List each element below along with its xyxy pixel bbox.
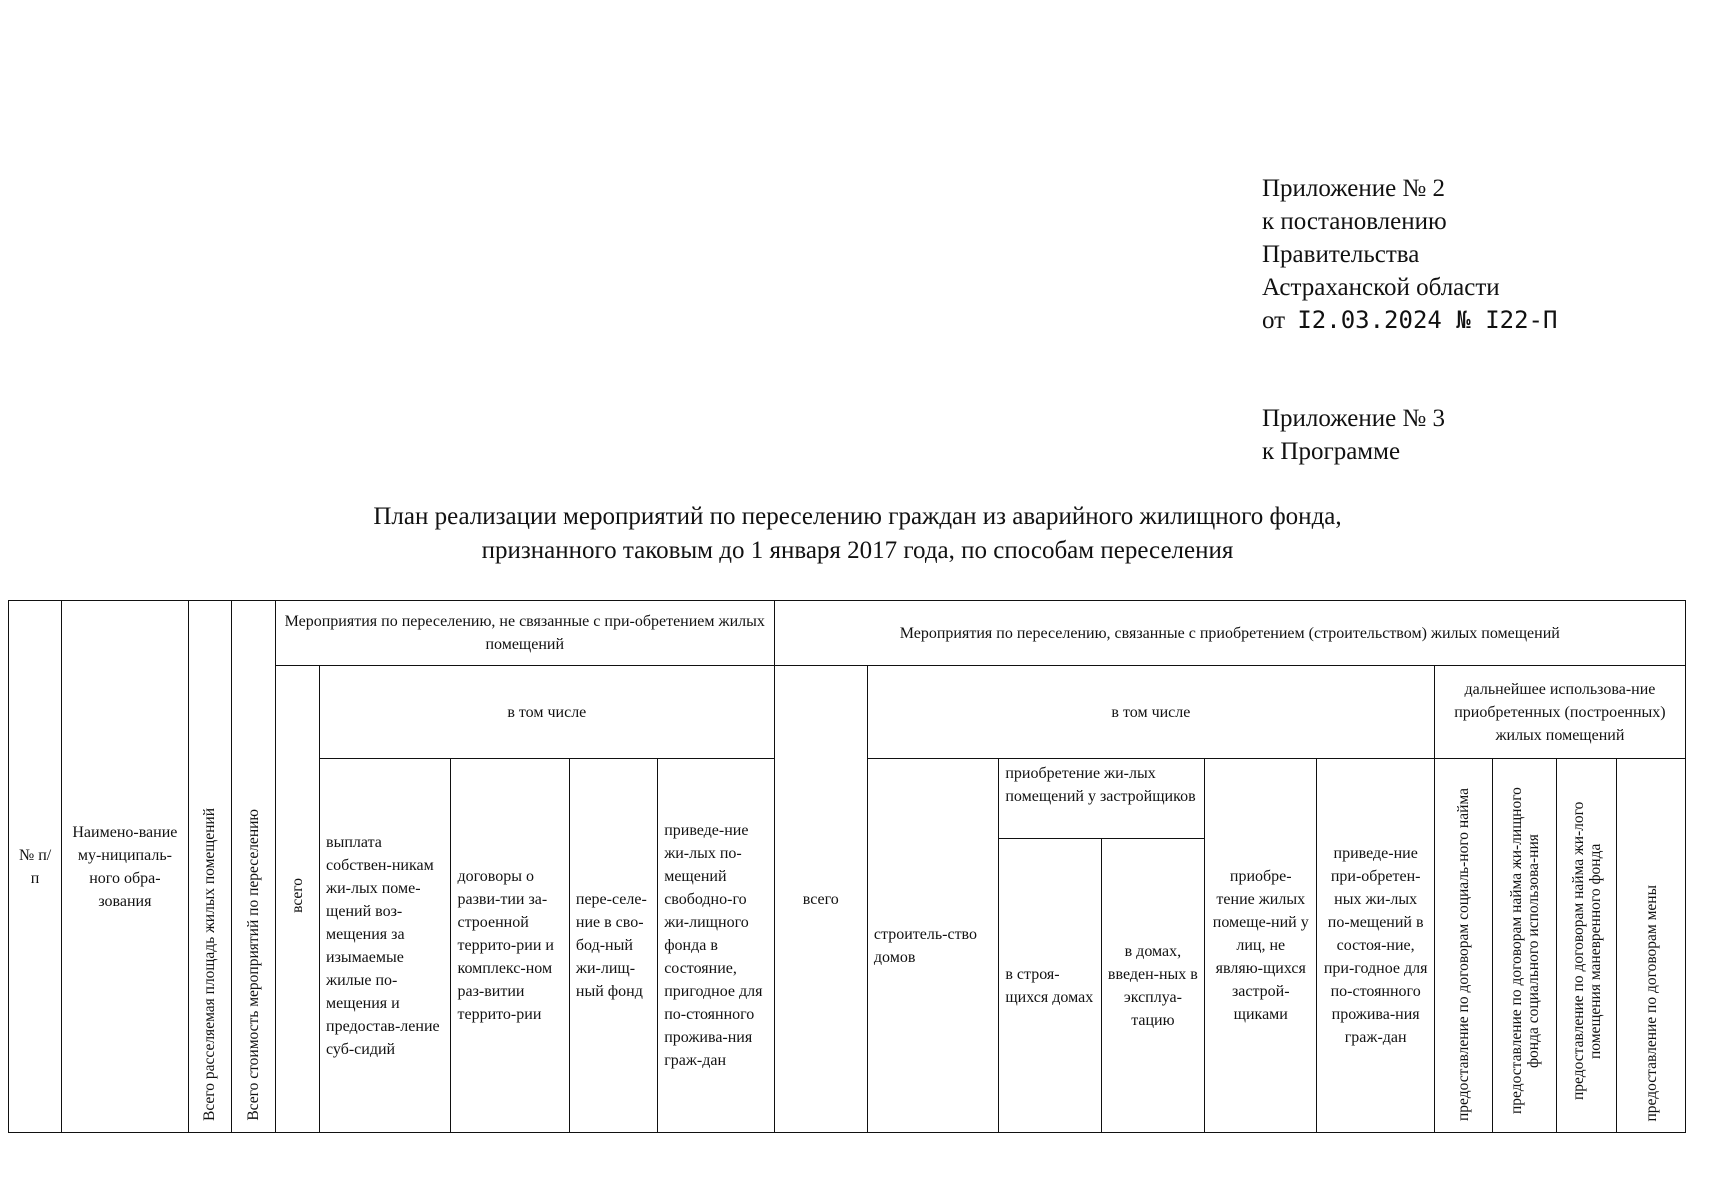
col-header-social-use-lease: предоставление по договорам найма жи-лищного фонда социального использова-ния [1493, 759, 1557, 1133]
col-header-from-developers: приобретение жи-лых помещений у застройщиков [999, 759, 1205, 839]
col-header-social-lease: предоставление по договорам социаль-ного найма [1434, 759, 1492, 1133]
group-header-acquisition: Мероприятия по переселению, связанные с приобретением (строительством) жилых помещений [774, 601, 1685, 666]
col-header-bringing-free-fund: приведе-ние жи-лых по-мещений свободно-го жи-лищного фонда в состояние, пригодное для по-стоянного прожива-ния граж-дан [658, 759, 774, 1133]
col-header-total-area: Всего расселяемая площадь жилых помещений [188, 601, 231, 1133]
col-header-acq-total: всего [774, 666, 867, 1133]
subheader-further-use: дальнейшее использова-ние приобретенных (построенных) жилых помещений [1434, 666, 1685, 759]
subheader-non-acq-including: в том числе [320, 666, 775, 759]
annex-3-block [1262, 402, 1445, 468]
col-header-bringing-acquired: приведе-ние при-обретен-ных жи-лых по-мещений в состоя-ние, при-годное для по-стоянного прожива-ния граж-дан [1317, 759, 1434, 1133]
col-header-payment-owners: выплата собствен-никам жи-лых поме-щений воз-мещения за изымаемые жилые по-мещения и предостав-ление суб-сидий [320, 759, 451, 1133]
col-header-house-construction: строитель-ство домов [867, 759, 998, 1133]
annex-2-date-line [1262, 304, 1557, 337]
document-title [0, 500, 1715, 568]
col-header-from-non-developers: приобре-тение жилых помеще-ний у лиц, не являю-щихся застрой-щиками [1205, 759, 1317, 1133]
date-prefix: от [1262, 307, 1286, 334]
annex-2-line: к постановлению [1262, 208, 1447, 235]
col-header-non-acq-total: всего [275, 666, 319, 1133]
decree-number: I2.03.2024 № I22-П [1297, 306, 1558, 334]
group-header-non-acquisition: Мероприятия по переселению, не связанные с при-обретением жилых помещений [275, 601, 774, 666]
document-title-line: План реализации мероприятий по переселению граждан из аварийного жилищного фонда, [373, 503, 1342, 530]
col-header-total-cost: Всего стоимость мероприятий по переселению [231, 601, 275, 1133]
col-header-free-fund-resettlement: пере-селе-ние в сво-бод-ный жи-лищ-ный фонд [569, 759, 657, 1133]
annex-3-title: Приложение № 3 [1262, 405, 1446, 432]
annex-2-block [1262, 172, 1557, 337]
col-header-maneuver-fund-lease: предоставление по договорам найма жи-лого помещения маневренного фонда [1557, 759, 1617, 1133]
col-header-municipality: Наимено-вание му-ниципаль-ного обра-зования [62, 601, 188, 1133]
subheader-acq-including: в том числе [867, 666, 1434, 759]
annex-2-line: Астраханской области [1262, 274, 1500, 301]
resettlement-plan-table [8, 600, 1686, 1133]
col-header-number: № п/п [9, 601, 62, 1133]
col-header-commissioned: в домах, введен-ных в эксплуа-тацию [1101, 839, 1204, 1133]
annex-2-line: Правительства [1262, 241, 1420, 268]
col-header-under-construction: в строя-щихся домах [999, 839, 1101, 1133]
document-title-line: признанного таковым до 1 января 2017 года, по способам переселения [481, 537, 1234, 564]
annex-3-line: к Программе [1262, 438, 1401, 465]
col-header-exchange: предоставление по договорам мены [1617, 759, 1686, 1133]
col-header-development-contracts: договоры о разви-тии за-строенной террито-рии и комплекс-ном раз-витии террито-рии [451, 759, 569, 1133]
annex-2-title: Приложение № 2 [1262, 175, 1446, 202]
